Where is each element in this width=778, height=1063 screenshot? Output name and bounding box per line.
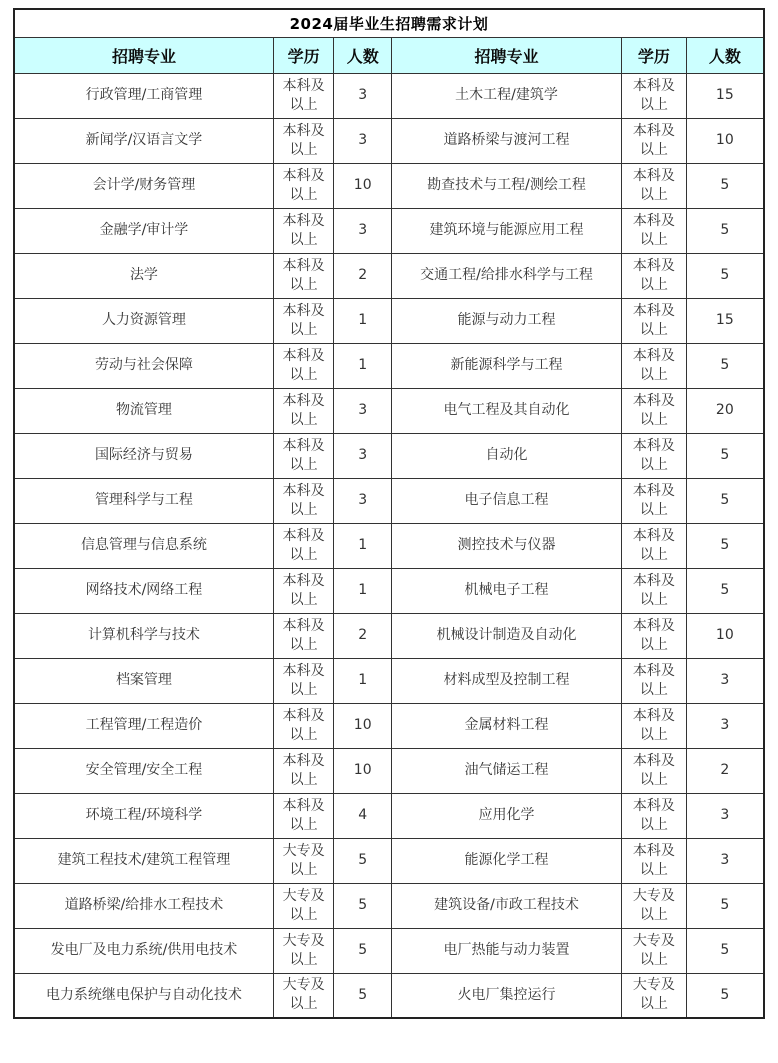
- table-row: [14, 973, 764, 1018]
- education-cell-right: 本科及以上: [622, 163, 687, 208]
- education-cell-right: 本科及以上: [622, 793, 687, 838]
- major-cell-right: 机械电子工程: [391, 568, 621, 613]
- count-cell-right: 5: [686, 478, 764, 523]
- major-cell-left: 计算机科学与技术: [14, 613, 273, 658]
- count-cell-right: 2: [686, 748, 764, 793]
- education-cell-right: 本科及以上: [622, 523, 687, 568]
- count-cell-left: 3: [334, 478, 392, 523]
- major-cell-right: 金属材料工程: [391, 703, 621, 748]
- education-cell-left: 本科及以上: [273, 433, 334, 478]
- table-row: [14, 118, 764, 163]
- education-cell-left: 本科及以上: [273, 568, 334, 613]
- count-cell-left: 5: [334, 838, 392, 883]
- major-cell-left: 法学: [14, 253, 273, 298]
- table-row: [14, 73, 764, 118]
- table-row: [14, 208, 764, 253]
- count-cell-right: 10: [686, 613, 764, 658]
- count-cell-left: 4: [334, 793, 392, 838]
- major-cell-right: 新能源科学与工程: [391, 343, 621, 388]
- major-cell-right: 建筑设备/市政工程技术: [391, 883, 621, 928]
- count-cell-left: 3: [334, 433, 392, 478]
- count-cell-left: 5: [334, 883, 392, 928]
- count-cell-right: 5: [686, 208, 764, 253]
- table-row: [14, 163, 764, 208]
- header-count-left: 人数: [334, 37, 392, 73]
- major-cell-left: 金融学/审计学: [14, 208, 273, 253]
- education-cell-right: 本科及以上: [622, 433, 687, 478]
- table-title: 2024届毕业生招聘需求计划: [14, 9, 764, 37]
- education-cell-right: 大专及以上: [622, 883, 687, 928]
- count-cell-left: 5: [334, 928, 392, 973]
- header-education-left: 学历: [273, 37, 334, 73]
- education-cell-right: 本科及以上: [622, 568, 687, 613]
- education-cell-right: 本科及以上: [622, 118, 687, 163]
- count-cell-left: 2: [334, 613, 392, 658]
- education-cell-right: 本科及以上: [622, 613, 687, 658]
- education-cell-right: 本科及以上: [622, 73, 687, 118]
- header-major-left: 招聘专业: [14, 37, 273, 73]
- table-row: [14, 568, 764, 613]
- education-cell-left: 本科及以上: [273, 793, 334, 838]
- education-cell-left: 本科及以上: [273, 73, 334, 118]
- major-cell-right: 材料成型及控制工程: [391, 658, 621, 703]
- count-cell-right: 3: [686, 793, 764, 838]
- education-cell-left: 大专及以上: [273, 838, 334, 883]
- table-row: [14, 433, 764, 478]
- table-row: [14, 793, 764, 838]
- major-cell-right: 土木工程/建筑学: [391, 73, 621, 118]
- major-cell-right: 能源化学工程: [391, 838, 621, 883]
- education-cell-right: 大专及以上: [622, 973, 687, 1018]
- count-cell-right: 5: [686, 973, 764, 1018]
- major-cell-right: 电气工程及其自动化: [391, 388, 621, 433]
- major-cell-left: 道路桥梁/给排水工程技术: [14, 883, 273, 928]
- count-cell-right: 5: [686, 163, 764, 208]
- major-cell-left: 劳动与社会保障: [14, 343, 273, 388]
- table-row: [14, 748, 764, 793]
- table-row: [14, 343, 764, 388]
- education-cell-right: 本科及以上: [622, 343, 687, 388]
- major-cell-left: 新闻学/汉语言文学: [14, 118, 273, 163]
- education-cell-right: 本科及以上: [622, 478, 687, 523]
- header-major-right: 招聘专业: [391, 37, 621, 73]
- count-cell-left: 1: [334, 343, 392, 388]
- major-cell-right: 机械设计制造及自动化: [391, 613, 621, 658]
- education-cell-right: 大专及以上: [622, 928, 687, 973]
- major-cell-right: 电厂热能与动力装置: [391, 928, 621, 973]
- count-cell-left: 10: [334, 163, 392, 208]
- count-cell-left: 3: [334, 73, 392, 118]
- recruitment-plan-table: [13, 8, 765, 1019]
- major-cell-right: 能源与动力工程: [391, 298, 621, 343]
- count-cell-right: 5: [686, 433, 764, 478]
- table-row: [14, 838, 764, 883]
- count-cell-right: 10: [686, 118, 764, 163]
- major-cell-left: 安全管理/安全工程: [14, 748, 273, 793]
- major-cell-left: 行政管理/工商管理: [14, 73, 273, 118]
- major-cell-right: 测控技术与仪器: [391, 523, 621, 568]
- major-cell-right: 道路桥梁与渡河工程: [391, 118, 621, 163]
- count-cell-right: 5: [686, 928, 764, 973]
- count-cell-right: 3: [686, 703, 764, 748]
- count-cell-right: 3: [686, 658, 764, 703]
- education-cell-left: 本科及以上: [273, 163, 334, 208]
- education-cell-right: 本科及以上: [622, 658, 687, 703]
- table-row: [14, 703, 764, 748]
- table-row: [14, 883, 764, 928]
- education-cell-left: 本科及以上: [273, 343, 334, 388]
- education-cell-left: 本科及以上: [273, 523, 334, 568]
- education-cell-right: 本科及以上: [622, 748, 687, 793]
- education-cell-left: 本科及以上: [273, 298, 334, 343]
- table-row: [14, 253, 764, 298]
- table-row: [14, 613, 764, 658]
- major-cell-left: 国际经济与贸易: [14, 433, 273, 478]
- count-cell-right: 5: [686, 883, 764, 928]
- count-cell-left: 10: [334, 748, 392, 793]
- count-cell-left: 1: [334, 523, 392, 568]
- education-cell-left: 本科及以上: [273, 703, 334, 748]
- table-body: [14, 73, 764, 1018]
- major-cell-left: 物流管理: [14, 388, 273, 433]
- count-cell-left: 3: [334, 388, 392, 433]
- major-cell-left: 管理科学与工程: [14, 478, 273, 523]
- count-cell-left: 1: [334, 658, 392, 703]
- major-cell-right: 电子信息工程: [391, 478, 621, 523]
- education-cell-right: 本科及以上: [622, 388, 687, 433]
- header-row: [14, 37, 764, 73]
- education-cell-left: 大专及以上: [273, 928, 334, 973]
- count-cell-right: 3: [686, 838, 764, 883]
- education-cell-right: 本科及以上: [622, 208, 687, 253]
- major-cell-left: 电力系统继电保护与自动化技术: [14, 973, 273, 1018]
- major-cell-left: 信息管理与信息系统: [14, 523, 273, 568]
- count-cell-left: 1: [334, 298, 392, 343]
- major-cell-left: 环境工程/环境科学: [14, 793, 273, 838]
- count-cell-left: 5: [334, 973, 392, 1018]
- major-cell-left: 发电厂及电力系统/供用电技术: [14, 928, 273, 973]
- major-cell-left: 工程管理/工程造价: [14, 703, 273, 748]
- count-cell-right: 15: [686, 73, 764, 118]
- education-cell-left: 本科及以上: [273, 658, 334, 703]
- count-cell-right: 5: [686, 343, 764, 388]
- education-cell-left: 本科及以上: [273, 118, 334, 163]
- title-row: [14, 9, 764, 37]
- table-row: [14, 523, 764, 568]
- count-cell-left: 2: [334, 253, 392, 298]
- count-cell-right: 5: [686, 568, 764, 613]
- education-cell-right: 本科及以上: [622, 253, 687, 298]
- education-cell-left: 本科及以上: [273, 208, 334, 253]
- table-row: [14, 928, 764, 973]
- major-cell-right: 油气储运工程: [391, 748, 621, 793]
- major-cell-right: 勘查技术与工程/测绘工程: [391, 163, 621, 208]
- major-cell-left: 会计学/财务管理: [14, 163, 273, 208]
- count-cell-right: 20: [686, 388, 764, 433]
- education-cell-right: 本科及以上: [622, 838, 687, 883]
- education-cell-left: 本科及以上: [273, 613, 334, 658]
- education-cell-left: 本科及以上: [273, 748, 334, 793]
- count-cell-left: 3: [334, 208, 392, 253]
- education-cell-left: 大专及以上: [273, 973, 334, 1018]
- education-cell-left: 本科及以上: [273, 388, 334, 433]
- education-cell-left: 本科及以上: [273, 478, 334, 523]
- count-cell-left: 1: [334, 568, 392, 613]
- count-cell-right: 5: [686, 523, 764, 568]
- major-cell-right: 火电厂集控运行: [391, 973, 621, 1018]
- major-cell-left: 档案管理: [14, 658, 273, 703]
- major-cell-left: 网络技术/网络工程: [14, 568, 273, 613]
- table-row: [14, 658, 764, 703]
- major-cell-right: 交通工程/给排水科学与工程: [391, 253, 621, 298]
- count-cell-left: 10: [334, 703, 392, 748]
- education-cell-left: 本科及以上: [273, 253, 334, 298]
- header-count-right: 人数: [686, 37, 764, 73]
- table-row: [14, 298, 764, 343]
- education-cell-right: 本科及以上: [622, 703, 687, 748]
- count-cell-right: 15: [686, 298, 764, 343]
- education-cell-left: 大专及以上: [273, 883, 334, 928]
- major-cell-left: 建筑工程技术/建筑工程管理: [14, 838, 273, 883]
- header-education-right: 学历: [622, 37, 687, 73]
- count-cell-right: 5: [686, 253, 764, 298]
- major-cell-left: 人力资源管理: [14, 298, 273, 343]
- table-row: [14, 388, 764, 433]
- education-cell-right: 本科及以上: [622, 298, 687, 343]
- major-cell-right: 自动化: [391, 433, 621, 478]
- major-cell-right: 建筑环境与能源应用工程: [391, 208, 621, 253]
- table-row: [14, 478, 764, 523]
- count-cell-left: 3: [334, 118, 392, 163]
- major-cell-right: 应用化学: [391, 793, 621, 838]
